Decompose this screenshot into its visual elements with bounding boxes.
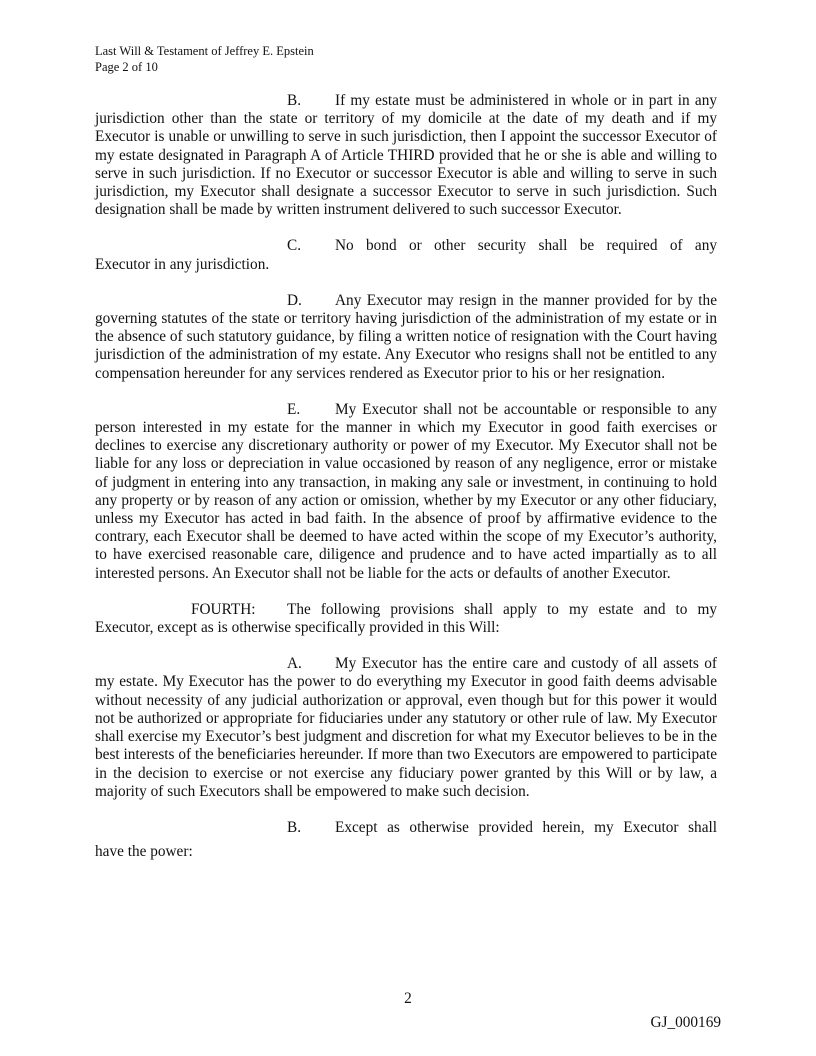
paragraph-text-line1: No bond or other security shall be required of any — [335, 237, 717, 255]
paragraph-label: D. — [287, 291, 302, 309]
bates-number: GJ_000169 — [650, 1014, 721, 1031]
paragraph-text: My Executor shall not be accountable or responsible to any person interested in my estate for the manner in which my Executor in good faith exercises or declines to exercise any discretionary authority or power of my Executor. My Executor shall not be liable for any loss or depreciation in value occasioned by reason of any negligence, error or mistake of judgment in entering into any transaction, in making any sale or investment, in continuing to hold any property or by reason of any action or omission, whether by my Executor or any other fiduciary, unless my Executor has acted in bad faith. In the absence of proof by affirmative evidence to the contrary, each Executor shall be deemed to have acted within the scope of my Executor’s authority, to have exercised reasonable care, diligence and prudence and to have acted impartially as to all interested persons. An Executor shall not be liable for the acts or defaults of another Executor. — [95, 400, 717, 582]
paragraph-a-fourth — [95, 655, 717, 801]
paragraph-label: C. — [287, 237, 302, 255]
article-label: FOURTH: — [191, 600, 256, 618]
paragraph-d — [95, 292, 717, 383]
paragraph-b-fourth — [95, 819, 717, 837]
page-number: 2 — [404, 990, 412, 1007]
paragraph-label: A. — [287, 655, 302, 673]
paragraph-text: If my estate must be administered in whole or in part in any jurisdiction other than the state or territory of my domicile at the date of my death and if my Executor is unable or unwilling to serve in such jurisdiction, then I appoint the successor Executor of my estate designated in Paragraph A of Article THIRD provided that he or she is able and willing to serve in such jurisdiction. If no Executor or successor Executor is able and willing to serve in such jurisdiction, my Executor shall designate a successor Executor to serve in such jurisdiction. Such designation shall be made by written instrument delivered to such successor Executor. — [95, 92, 717, 219]
paragraph-b-fourth-continuation: have the power: — [95, 843, 193, 861]
paragraph-c — [95, 237, 717, 255]
article-fourth — [95, 601, 717, 637]
paragraph-e — [95, 401, 717, 583]
paragraph-label: B. — [287, 818, 302, 836]
article-text: The following provisions shall apply to my estate and to my Executor, except as is otherwise specifically provided in this Will: — [95, 600, 717, 637]
header-page-count: Page 2 of 10 — [95, 60, 158, 74]
paragraph-b — [95, 92, 717, 219]
paragraph-text: Any Executor may resign in the manner provided for by the governing statutes of the state or territory having jurisdiction of the administration of my estate or in the absence of such statutory guidance, by filing a written notice of resignation with the Court having jurisdiction of the administration of my estate. Any Executor who resigns shall not be entitled to any compensation hereunder for any services rendered as Executor prior to his or her resignation. — [95, 291, 717, 382]
paragraph-label: E. — [287, 400, 301, 418]
document-header — [95, 43, 314, 75]
paragraph-text-line1: Except as otherwise provided herein, my Executor shall — [335, 818, 717, 836]
paragraph-label: B. — [287, 92, 302, 109]
document-body — [95, 92, 717, 861]
paragraph-text: My Executor has the entire care and custody of all assets of my estate. My Executor has the power to do everything my Executor in good faith deems advisable without necessity of any judicial authorization or approval, even though but for this power it would not be authorized or appropriate for fiduciaries under any statutory or other rule of law. My Executor shall exercise my Executor’s best judgment and discretion for what my Executor believes to be in the best interests of the beneficiaries hereunder. If more than two Executors are empowered to participate in the decision to exercise or not exercise any fiduciary power granted by this Will or by law, a majority of such Executors shall be empowered to make such decision. — [95, 655, 717, 800]
header-title: Last Will & Testament of Jeffrey E. Epstein — [95, 44, 314, 58]
paragraph-c-continuation: Executor in any jurisdiction. — [95, 255, 270, 273]
